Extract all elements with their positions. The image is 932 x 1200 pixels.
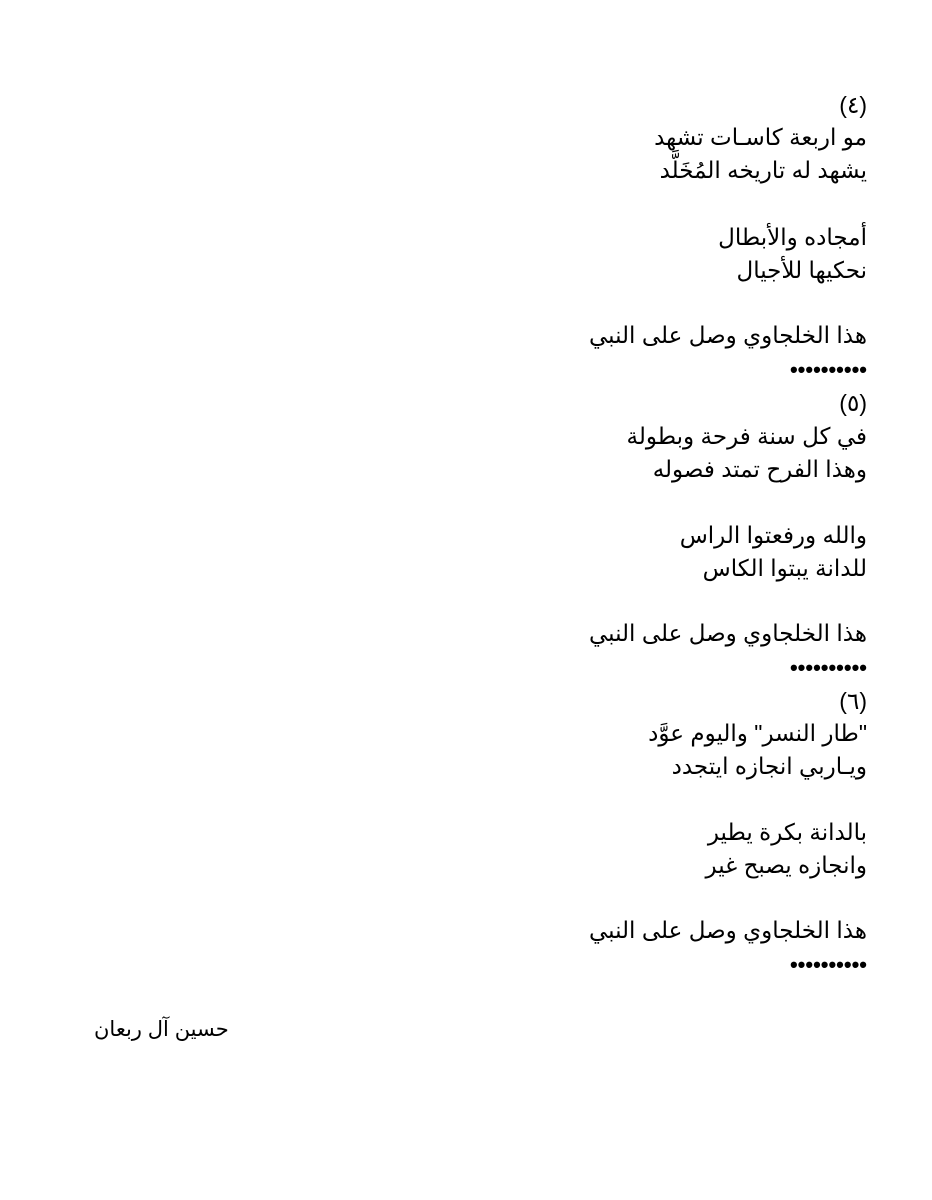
verse-line: وهذا الفرح تمتد فصوله bbox=[652, 456, 867, 482]
verse-line: في كل سنة فرحة وبطولة bbox=[626, 423, 867, 449]
verse-line: وانجازه يصبح غير bbox=[705, 852, 867, 878]
author-signature: حسين آل ربعان bbox=[94, 1018, 229, 1041]
verse-line: أمجاده والأبطال bbox=[718, 224, 867, 250]
stanza-separator: •••••••••• bbox=[789, 357, 867, 382]
refrain-line: هذا الخلجاوي وصل على النبي bbox=[589, 620, 867, 646]
stanza-separator: •••••••••• bbox=[789, 952, 867, 977]
verse-line: ويـاربي انجازه ايتجدد bbox=[671, 753, 867, 779]
refrain-line: هذا الخلجاوي وصل على النبي bbox=[589, 917, 867, 943]
verse-line: "طار النسر" واليوم عوَّد bbox=[648, 720, 867, 746]
verse-line: مو اربعة كاسـات تشهد bbox=[654, 124, 867, 150]
stanza-separator: •••••••••• bbox=[789, 655, 867, 680]
verse-line: بالدانة بكرة يطير bbox=[707, 819, 867, 845]
refrain-line: هذا الخلجاوي وصل على النبي bbox=[589, 322, 867, 348]
stanza-number: (٤) bbox=[839, 92, 867, 118]
verse-line: والله ورفعتوا الراس bbox=[679, 522, 867, 548]
stanza-number: (٦) bbox=[839, 688, 867, 714]
stanza-number: (٥) bbox=[839, 390, 867, 416]
verse-line: نحكيها للأجيال bbox=[736, 257, 867, 283]
verse-line: للدانة يبتوا الكاس bbox=[702, 555, 867, 581]
verse-line: يشهد له تاريخه المُخَلَّد bbox=[659, 157, 867, 183]
